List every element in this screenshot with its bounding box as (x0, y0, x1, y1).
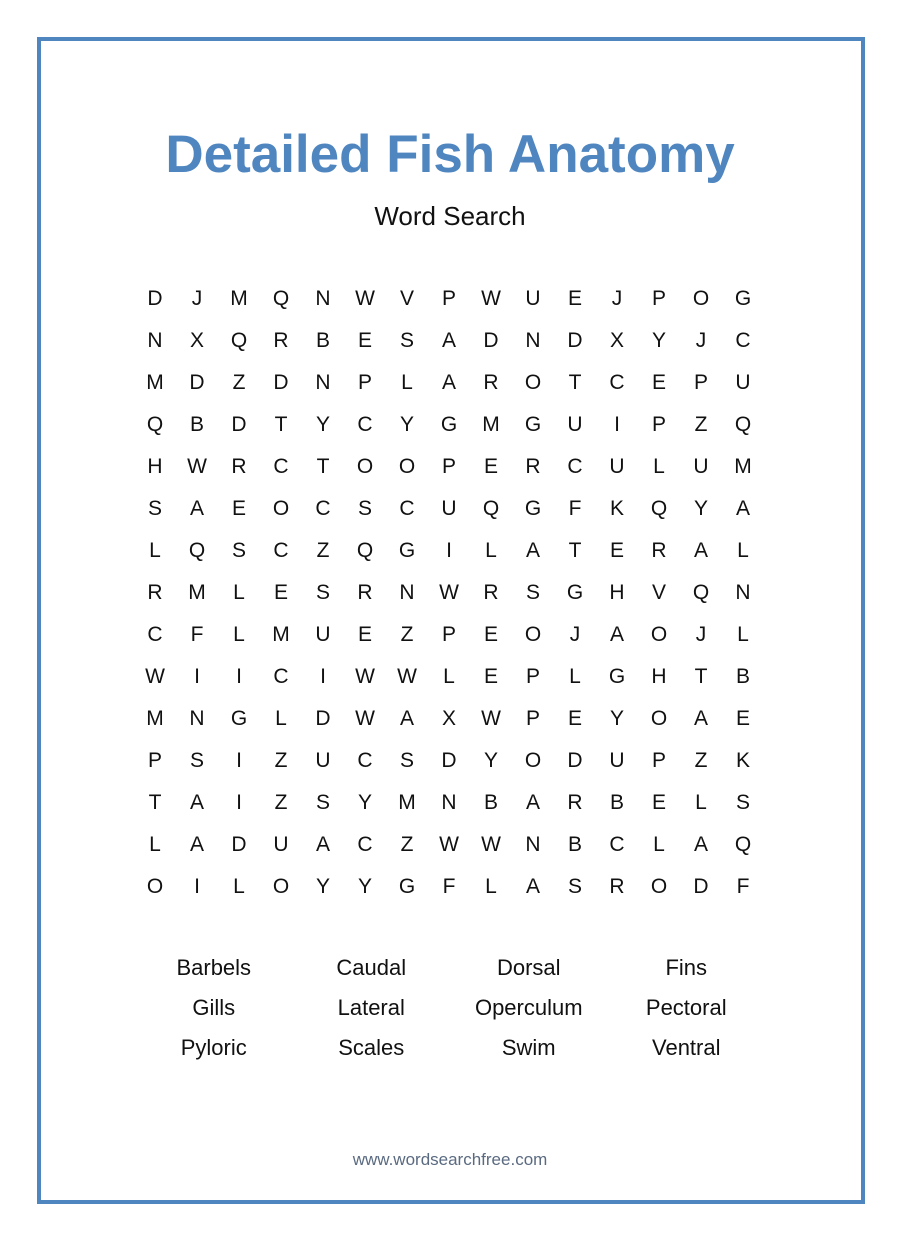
grid-cell[interactable]: M (272, 623, 290, 646)
grid-cell[interactable]: Z (400, 623, 414, 646)
grid-cell[interactable]: L (233, 581, 245, 604)
grid-row (134, 446, 764, 488)
grid-cell[interactable]: S (399, 329, 414, 352)
grid-cell[interactable]: D (693, 875, 709, 898)
grid-cell[interactable]: L (695, 791, 707, 814)
grid-cell[interactable]: U (273, 833, 289, 856)
grid-cell[interactable]: N (399, 581, 415, 604)
grid-cell[interactable]: N (189, 707, 205, 730)
word-list-item: Barbels (176, 955, 252, 980)
grid-cell[interactable]: E (483, 623, 498, 646)
word-list-item: Pyloric (180, 1035, 247, 1060)
grid-cell[interactable]: P (651, 413, 666, 436)
grid-cell[interactable]: E (483, 665, 498, 688)
grid-cell[interactable]: W (439, 581, 459, 604)
grid-row (134, 530, 764, 572)
grid-cell[interactable]: L (653, 455, 665, 478)
grid-cell[interactable]: I (236, 665, 242, 688)
word-list-item: Operculum (474, 995, 583, 1020)
grid-cell[interactable]: C (609, 833, 625, 856)
grid-cell[interactable]: I (446, 539, 452, 562)
grid-cell[interactable]: Y (315, 413, 330, 436)
word-list-item: Lateral (337, 995, 405, 1020)
grid-row (134, 866, 764, 908)
grid-cell[interactable]: E (609, 539, 624, 562)
grid-cell[interactable]: L (401, 371, 413, 394)
grid-cell[interactable]: R (147, 581, 163, 604)
grid-cell[interactable]: P (441, 623, 456, 646)
grid-cell[interactable]: O (356, 455, 374, 478)
footer-url: www.wordsearchfree.com (352, 1150, 548, 1169)
grid-cell[interactable]: S (189, 749, 204, 772)
grid-cell[interactable]: S (147, 497, 162, 520)
grid-cell[interactable]: A (189, 833, 204, 856)
grid-cell[interactable]: L (485, 539, 497, 562)
grid-cell[interactable]: W (397, 665, 417, 688)
grid-cell[interactable]: Y (357, 875, 372, 898)
grid-cell[interactable]: M (482, 413, 500, 436)
grid-cell[interactable]: D (231, 413, 247, 436)
grid-cell[interactable]: C (357, 833, 373, 856)
grid-cell[interactable]: S (735, 791, 750, 814)
grid-cell[interactable]: W (481, 287, 501, 310)
grid-cell[interactable]: S (525, 581, 540, 604)
grid-cell[interactable]: H (651, 665, 667, 688)
grid-row (134, 740, 764, 782)
word-list-item: Fins (665, 955, 708, 980)
grid-cell[interactable]: I (236, 749, 242, 772)
grid-cell[interactable]: Q (692, 581, 710, 604)
grid-cell[interactable]: B (315, 329, 330, 352)
grid-row (134, 488, 764, 530)
grid-cell[interactable]: M (146, 371, 164, 394)
grid-cell[interactable]: U (567, 413, 583, 436)
grid-cell[interactable]: C (357, 413, 373, 436)
grid-cell[interactable]: L (443, 665, 455, 688)
grid-cell[interactable]: Y (483, 749, 498, 772)
grid-cell[interactable]: R (525, 455, 541, 478)
grid-cell[interactable]: G (524, 413, 542, 436)
grid-cell[interactable]: P (525, 707, 540, 730)
grid-cell[interactable]: B (735, 665, 750, 688)
grid-cell[interactable]: C (273, 539, 289, 562)
grid-cell[interactable]: O (692, 287, 710, 310)
grid-cell[interactable]: J (695, 623, 707, 646)
grid-row (134, 278, 764, 320)
grid-cell[interactable]: Z (694, 413, 708, 436)
grid-cell[interactable]: M (146, 707, 164, 730)
grid-cell[interactable]: N (147, 329, 163, 352)
grid-cell[interactable]: U (441, 497, 457, 520)
grid-cell[interactable]: M (398, 791, 416, 814)
grid-cell[interactable]: J (569, 623, 581, 646)
grid-cell[interactable]: C (735, 329, 751, 352)
grid-cell[interactable]: N (735, 581, 751, 604)
grid-cell[interactable]: L (737, 539, 749, 562)
grid-cell[interactable]: S (231, 539, 246, 562)
grid-cell[interactable]: T (274, 413, 288, 436)
grid-cell[interactable]: Q (146, 413, 164, 436)
grid-cell[interactable]: A (525, 539, 540, 562)
grid-cell[interactable]: U (609, 455, 625, 478)
grid-cell[interactable]: G (230, 707, 248, 730)
grid-row (134, 614, 764, 656)
grid-cell[interactable]: N (315, 287, 331, 310)
grid-cell[interactable]: D (231, 833, 247, 856)
grid-cell[interactable]: G (398, 539, 416, 562)
grid-row (134, 404, 764, 446)
grid-cell[interactable]: O (524, 623, 542, 646)
grid-cell[interactable]: A (315, 833, 330, 856)
grid-cell[interactable]: R (483, 581, 499, 604)
grid-cell[interactable]: A (525, 875, 540, 898)
grid-cell[interactable]: A (693, 833, 708, 856)
grid-cell[interactable]: N (525, 329, 541, 352)
grid-cell[interactable]: R (357, 581, 373, 604)
grid-cell[interactable]: E (231, 497, 246, 520)
grid-cell[interactable]: T (148, 791, 162, 814)
grid-cell[interactable]: N (525, 833, 541, 856)
grid-cell[interactable]: D (147, 287, 163, 310)
grid-cell[interactable]: P (693, 371, 708, 394)
grid-cell[interactable]: Q (482, 497, 500, 520)
grid-cell[interactable]: Y (399, 413, 414, 436)
grid-cell[interactable]: P (651, 749, 666, 772)
grid-cell[interactable]: M (734, 455, 752, 478)
grid-cell[interactable]: A (189, 497, 204, 520)
grid-cell[interactable]: L (485, 875, 497, 898)
grid-cell[interactable]: S (357, 497, 372, 520)
grid-cell[interactable]: C (399, 497, 415, 520)
grid-cell[interactable]: G (734, 287, 752, 310)
grid-cell[interactable]: X (189, 329, 204, 352)
grid-cell[interactable]: A (693, 539, 708, 562)
grid-cell[interactable]: T (694, 665, 708, 688)
grid-cell[interactable]: D (567, 749, 583, 772)
grid-row (134, 782, 764, 824)
grid-cell[interactable]: B (189, 413, 204, 436)
grid-cell[interactable]: P (525, 665, 540, 688)
grid-cell[interactable]: S (315, 791, 330, 814)
grid-cell[interactable]: I (320, 665, 326, 688)
grid-cell[interactable]: B (609, 791, 624, 814)
page-title: Detailed Fish Anatomy (165, 125, 735, 184)
grid-cell[interactable]: O (650, 623, 668, 646)
grid-cell[interactable]: B (567, 833, 582, 856)
grid-cell[interactable]: C (609, 371, 625, 394)
grid-cell[interactable]: A (525, 791, 540, 814)
grid-cell[interactable]: I (194, 665, 200, 688)
grid-cell[interactable]: P (651, 287, 666, 310)
grid-cell[interactable]: R (231, 455, 247, 478)
grid-cell[interactable]: M (230, 287, 248, 310)
grid-cell[interactable]: T (568, 371, 582, 394)
word-list-item: Swim (501, 1035, 556, 1060)
grid-cell[interactable]: H (147, 455, 163, 478)
grid-row (134, 362, 764, 404)
grid-cell[interactable]: C (567, 455, 583, 478)
grid-row (134, 572, 764, 614)
grid-cell[interactable]: Y (693, 497, 708, 520)
grid-cell[interactable]: P (441, 287, 456, 310)
grid-cell[interactable]: A (693, 707, 708, 730)
grid-cell[interactable]: E (567, 287, 582, 310)
grid-cell[interactable]: D (189, 371, 205, 394)
grid-cell[interactable]: R (609, 875, 625, 898)
grid-cell[interactable]: K (735, 749, 750, 772)
grid-cell[interactable]: Q (356, 539, 374, 562)
word-list-item: Dorsal (496, 955, 561, 980)
word-list-item: Caudal (336, 955, 407, 980)
grid-cell[interactable]: O (524, 749, 542, 772)
word-list-item: Ventral (652, 1035, 721, 1060)
grid-cell[interactable]: S (567, 875, 582, 898)
grid-cell[interactable]: S (315, 581, 330, 604)
grid-cell[interactable]: P (441, 455, 456, 478)
grid-cell[interactable]: E (273, 581, 288, 604)
grid-cell[interactable]: E (651, 371, 666, 394)
word-list-item: Scales (338, 1035, 405, 1060)
grid-cell[interactable]: L (653, 833, 665, 856)
grid-cell[interactable]: E (735, 707, 750, 730)
grid-cell[interactable]: F (442, 875, 456, 898)
grid-cell[interactable]: L (275, 707, 287, 730)
grid-cell[interactable]: L (233, 623, 245, 646)
grid-cell[interactable]: W (355, 707, 375, 730)
grid-cell[interactable]: Z (232, 371, 246, 394)
grid-cell[interactable]: C (357, 749, 373, 772)
grid-cell[interactable]: Z (274, 791, 288, 814)
grid-cell[interactable]: D (273, 371, 289, 394)
grid-cell[interactable]: S (399, 749, 414, 772)
grid-cell[interactable]: P (147, 749, 162, 772)
grid-cell[interactable]: T (568, 539, 582, 562)
grid-cell[interactable]: W (355, 287, 375, 310)
grid-cell[interactable]: L (569, 665, 581, 688)
grid-cell[interactable]: G (566, 581, 584, 604)
grid-cell[interactable]: Z (274, 749, 288, 772)
grid-row (134, 320, 764, 362)
grid-cell[interactable]: K (609, 497, 624, 520)
grid-cell[interactable]: Y (315, 875, 330, 898)
grid-cell[interactable]: T (316, 455, 330, 478)
grid-cell[interactable]: R (273, 329, 289, 352)
grid-cell[interactable]: Q (188, 539, 206, 562)
grid-cell[interactable]: G (398, 875, 416, 898)
grid-cell[interactable]: C (273, 665, 289, 688)
grid-cell[interactable]: A (735, 497, 750, 520)
grid-cell[interactable]: W (439, 833, 459, 856)
grid-cell[interactable]: U (693, 455, 709, 478)
grid-cell[interactable]: W (481, 707, 501, 730)
grid-cell[interactable]: E (651, 791, 666, 814)
grid-cell[interactable]: R (567, 791, 583, 814)
grid-cell[interactable]: Y (357, 791, 372, 814)
grid-cell[interactable]: U (609, 749, 625, 772)
grid-cell[interactable]: L (737, 623, 749, 646)
grid-cell[interactable]: O (272, 497, 290, 520)
grid-cell[interactable]: E (567, 707, 582, 730)
grid-cell[interactable]: A (609, 623, 624, 646)
grid-cell[interactable]: R (651, 539, 667, 562)
grid-cell[interactable]: Z (316, 539, 330, 562)
grid-cell[interactable]: O (650, 875, 668, 898)
grid-cell[interactable]: D (483, 329, 499, 352)
grid-cell[interactable]: E (357, 623, 372, 646)
grid-cell[interactable]: G (524, 497, 542, 520)
grid-cell[interactable]: G (608, 665, 626, 688)
grid-cell[interactable]: U (315, 749, 331, 772)
grid-cell[interactable]: A (189, 791, 204, 814)
grid-row (134, 824, 764, 866)
grid-cell[interactable]: Y (609, 707, 624, 730)
grid-cell[interactable]: Q (734, 833, 752, 856)
grid-cell[interactable]: A (441, 371, 456, 394)
grid-cell[interactable]: L (149, 539, 161, 562)
grid-cell[interactable]: N (315, 371, 331, 394)
page-subtitle: Word Search (374, 201, 526, 231)
grid-cell[interactable]: W (187, 455, 207, 478)
grid-cell[interactable]: V (399, 287, 414, 310)
grid-cell[interactable]: X (609, 329, 624, 352)
grid-cell[interactable]: Q (230, 329, 248, 352)
grid-cell[interactable]: X (441, 707, 456, 730)
grid-cell[interactable]: A (441, 329, 456, 352)
grid-cell[interactable]: Y (651, 329, 666, 352)
grid-cell[interactable]: W (145, 665, 165, 688)
grid-cell[interactable]: U (735, 371, 751, 394)
grid-cell[interactable]: J (191, 287, 203, 310)
grid-cell[interactable]: C (273, 455, 289, 478)
grid-cell[interactable]: N (441, 791, 457, 814)
grid-cell[interactable]: A (399, 707, 414, 730)
grid-cell[interactable]: E (483, 455, 498, 478)
grid-cell[interactable]: I (614, 413, 620, 436)
grid-cell[interactable]: J (611, 287, 623, 310)
letter-grid (134, 278, 764, 908)
grid-cell[interactable]: B (483, 791, 498, 814)
grid-cell[interactable]: Q (650, 497, 668, 520)
grid-cell[interactable]: F (568, 497, 582, 520)
grid-cell[interactable]: F (736, 875, 750, 898)
grid-cell[interactable]: V (651, 581, 666, 604)
grid-cell[interactable]: Z (694, 749, 708, 772)
grid-cell[interactable]: Q (734, 413, 752, 436)
grid-cell[interactable]: Z (400, 833, 414, 856)
grid-row (134, 656, 764, 698)
grid-cell[interactable]: P (357, 371, 372, 394)
grid-cell[interactable]: C (315, 497, 331, 520)
grid-cell[interactable]: E (357, 329, 372, 352)
grid-row (134, 698, 764, 740)
grid-cell[interactable]: D (567, 329, 583, 352)
word-list-item: Gills (192, 995, 236, 1020)
grid-cell[interactable]: F (190, 623, 204, 646)
grid-cell[interactable]: I (236, 791, 242, 814)
grid-cell[interactable]: D (315, 707, 331, 730)
grid-cell[interactable]: Q (272, 287, 290, 310)
word-list (135, 948, 765, 1068)
grid-cell[interactable]: D (441, 749, 457, 772)
grid-cell[interactable]: L (233, 875, 245, 898)
grid-cell[interactable]: W (355, 665, 375, 688)
grid-cell[interactable]: O (524, 371, 542, 394)
grid-cell[interactable]: R (483, 371, 499, 394)
grid-cell[interactable]: O (398, 455, 416, 478)
grid-cell[interactable]: O (146, 875, 164, 898)
grid-cell[interactable]: H (609, 581, 625, 604)
grid-cell[interactable]: L (149, 833, 161, 856)
grid-cell[interactable]: C (147, 623, 163, 646)
grid-cell[interactable]: J (695, 329, 707, 352)
grid-cell[interactable]: U (525, 287, 541, 310)
word-list-item: Pectoral (645, 995, 727, 1020)
grid-cell[interactable]: U (315, 623, 331, 646)
grid-cell[interactable]: M (188, 581, 206, 604)
grid-cell[interactable]: G (440, 413, 458, 436)
grid-cell[interactable]: W (481, 833, 501, 856)
grid-cell[interactable]: I (194, 875, 200, 898)
grid-cell[interactable]: O (272, 875, 290, 898)
grid-cell[interactable]: O (650, 707, 668, 730)
